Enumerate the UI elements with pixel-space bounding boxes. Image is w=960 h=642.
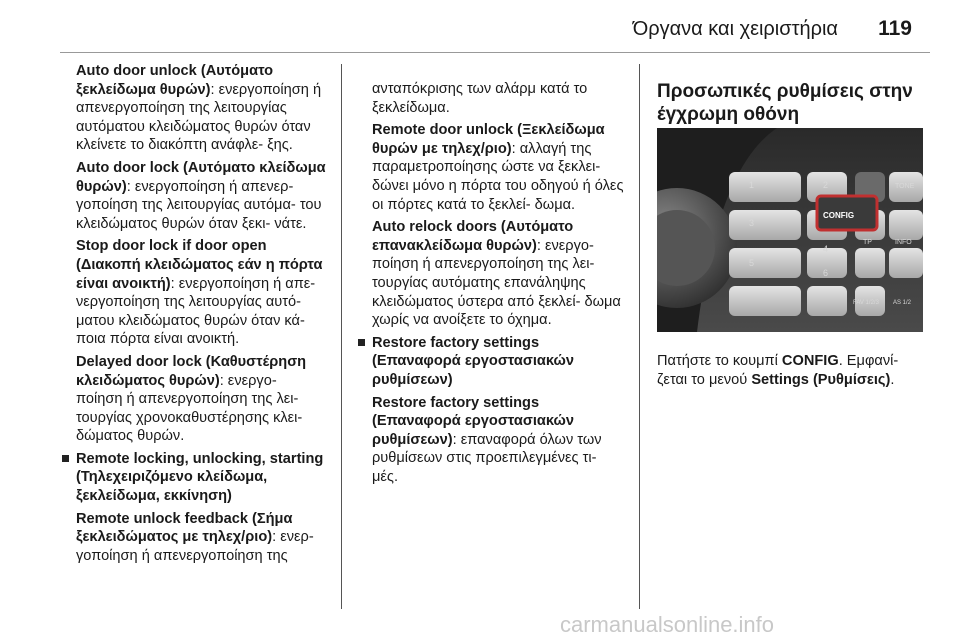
bullet-text: Remote locking, unlocking, starting (Τηλεχειριζόμενο κλείδωμα, ξεκλείδωμα, εκκίνηση)	[76, 450, 324, 505]
description: : αλλαγή της παραμετροποίησης ώστε να ξεκλει- δώνει μόνο η πόρτα του οδηγού ή όλες οι πόρτες κατά το ξεκλεί- δωμα.	[372, 140, 624, 213]
button-label: 1	[749, 180, 755, 190]
bullet-item	[76, 450, 326, 506]
caption-bold: CONFIG	[781, 353, 839, 369]
term: Restore factory settings (Επαναφορά εργοστασιακών ρυθμίσεων)	[372, 394, 574, 448]
term: Remote door unlock (Ξεκλείδωμα θυρών με τηλεχ/ριο)	[372, 122, 605, 157]
term: Stop door lock if door open (Διακοπή κλειδώματος εάν η πόρτα είναι ανοικτή)	[76, 238, 323, 292]
description: : ενεργοποίηση ή απενεργοποίηση της λειτουργίας αυτόματου κλειδώματος θυρών όταν κλείνετε το διακόπτη ανάφλε- ξης.	[76, 81, 322, 154]
term: Auto door lock (Αυτόματο κλείδωμα θυρών)	[76, 159, 326, 195]
paragraph	[76, 159, 326, 233]
button-label: FAV 1/2/3	[853, 300, 879, 306]
column-divider-2	[639, 64, 640, 609]
button-label: INFO	[895, 239, 912, 246]
description: : ενεργο- ποίηση ή απενεργοποίηση της λει- τουργίας αυτόματης επανάληψης κλειδώματος ύστερα από ξεκλεί- δωμα χωρίς να ανοίξετε το όχημα.	[372, 237, 621, 329]
paragraph	[372, 80, 624, 117]
control-panel-photo	[657, 128, 923, 332]
button-label: CONFIG	[823, 211, 855, 220]
paragraph	[372, 218, 624, 330]
paragraph	[76, 62, 326, 155]
page-number: 119	[878, 17, 912, 40]
header-rule	[60, 52, 930, 53]
column-1	[76, 62, 326, 569]
bullet-square-icon	[62, 455, 69, 462]
section-heading: Προσωπικές ρυθμίσεις στην έγχρωμη οθόνη	[657, 81, 913, 125]
term: Auto relock doors (Αυτόματο επανακλείδωμα θυρών)	[372, 219, 574, 254]
description: : ενερ- γοποίηση ή απενεργοποίηση της	[76, 529, 314, 564]
button-label: 3	[749, 218, 755, 228]
caption-text: .	[890, 371, 895, 388]
bullet-text: Restore factory settings (Επαναφορά εργοστασιακών ρυθμίσεων)	[372, 334, 574, 388]
bullet-square-icon	[358, 339, 365, 346]
column-2	[372, 80, 624, 490]
button-label: 6	[823, 268, 829, 278]
paragraph	[372, 394, 624, 487]
description: : ενεργο- ποίηση ή απενεργοποίηση της λει- τουργίας χρονοκαθυστέρησης κλει- δώματος θυρών.	[76, 372, 303, 445]
button-label: TP	[863, 239, 872, 246]
description: : ενεργοποίηση ή απε- νεργοποίηση της λειτουργίας αυτό- ματου κλειδώματος θυρών όταν κά- ποια πόρτα είναι ανοικτή.	[76, 275, 316, 348]
paragraph	[76, 353, 326, 446]
page-header	[0, 0, 960, 62]
button-label: 5	[749, 258, 755, 268]
paragraph	[372, 121, 624, 214]
button-label: 4	[823, 244, 829, 254]
description: ανταπόκρισης των αλάρμ κατά το ξεκλείδωμα.	[372, 81, 588, 116]
paragraph	[76, 237, 326, 349]
caption-text: . Εμφανί- ζεται το μενού	[657, 353, 899, 388]
term: Auto door unlock (Αυτόματο ξεκλείδωμα θυρών)	[76, 63, 274, 98]
photo-caption	[657, 352, 927, 389]
button-label: AS 1/2	[893, 300, 912, 306]
term: Delayed door lock (Καθυστέρηση κλειδώματος θυρών)	[76, 353, 307, 389]
button-label: 2	[823, 180, 829, 190]
term: Remote unlock feedback (Σήμα ξεκλειδώματος με τηλεχ/ριο)	[76, 510, 293, 546]
watermark: carmanualsonline.info	[560, 612, 775, 637]
column-divider-1	[341, 64, 342, 609]
control-panel-illustration	[657, 128, 923, 332]
description: : επαναφορά όλων των ρυθμίσεων στις προεπιλεγμένες τι- μές.	[372, 431, 602, 485]
caption-text: Πατήστε το κουμπί	[657, 353, 782, 369]
section-title: Όργανα και χειριστήρια	[632, 18, 838, 40]
caption-bold: Settings (Ρυθμίσεις)	[751, 371, 891, 388]
button-label: TONE	[895, 183, 915, 190]
paragraph	[76, 510, 326, 566]
description: : ενεργοποίηση ή απενερ- γοποίηση της λειτουργίας αυτόμα- του κλειδώματος θυρών όταν ξεκι- νάτε.	[76, 178, 322, 232]
bullet-item	[372, 334, 624, 390]
